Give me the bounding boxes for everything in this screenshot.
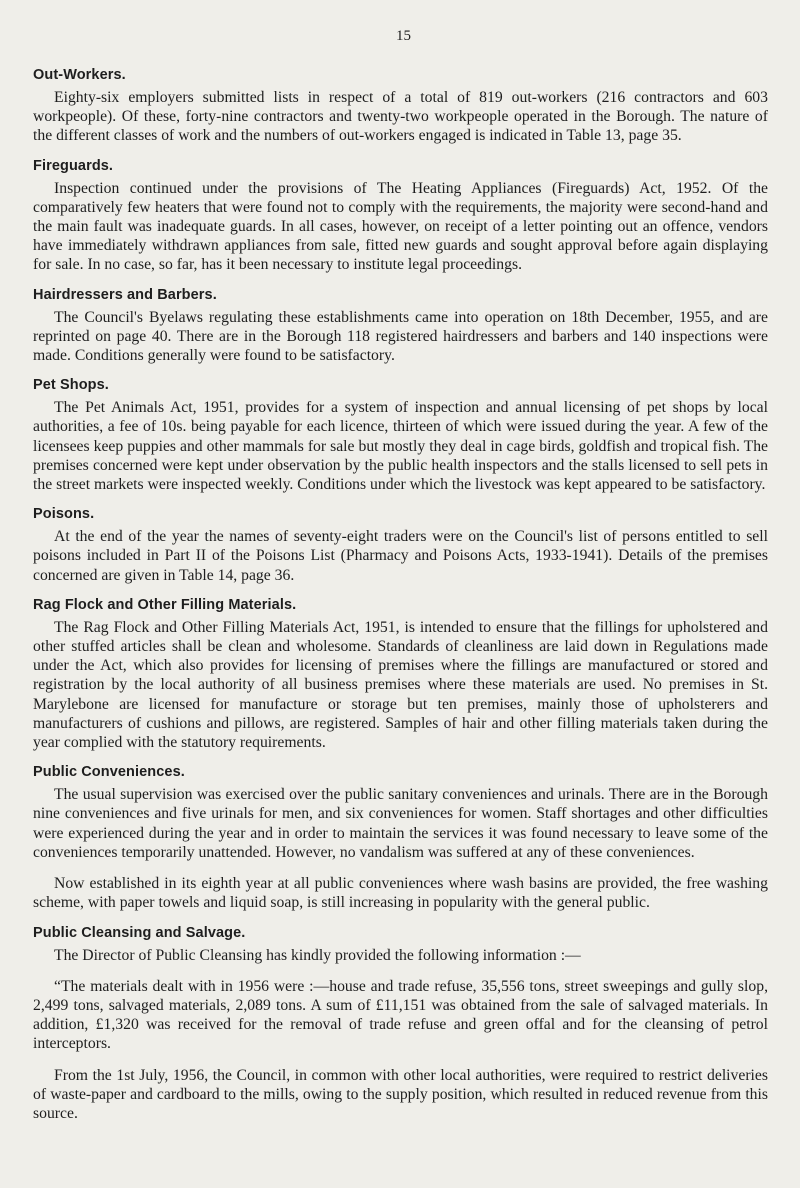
section-out-workers	[33, 67, 768, 146]
section-public-conveniences	[33, 764, 768, 912]
section-heading: Pet Shops.	[33, 377, 109, 394]
section-fireguards	[33, 158, 768, 275]
paragraph: Inspection continued under the provisions of The Heating Appliances (Fireguards) Act, 1952. Of the comparatively few heaters that were found not to comply with the requirements, the majority were second-hand and the main fault was inadequate guards. In all cases, however, on receipt of a letter pointing out an offence, vendors have immediately withdrawn appliances from sale, fitted new guards and sought approval before again displaying for sale. In no case, so far, has it been necessary to institute legal proceedings.	[33, 179, 768, 274]
section-hairdressers-barbers	[33, 287, 768, 366]
paragraph: The usual supervision was exercised over the public sanitary conveniences and urinals. There are in the Borough nine conveniences and five urinals for men, and six conveniences for women. Staff shortages and other difficulties were experienced during the year and in order to maintain the services it was found necessary to leave some of the conveniences temporarily unattended. However, no vandalism was suffered at any of these conveniences.	[33, 786, 768, 861]
page-number: 15	[396, 28, 411, 44]
paragraph: The Director of Public Cleansing has kindly provided the following information :—	[54, 946, 581, 964]
section-pet-shops	[33, 377, 768, 494]
paragraph: The Rag Flock and Other Filling Materials Act, 1951, is intended to ensure that the fillings for upholstered and other stuffed articles shall be clean and wholesome. Standards of cleanliness are laid down in Regulations made under the Act, which also provides for licensing of premises where the fillings are manufactured or stored and registration by the local authority of all business premises where these materials are used. No premises in St. Marylebone are licensed for manufacture or storage but ten premises, mainly those of upholsterers and manufacturers of cushions and pillows, are registered. Samples of hair and other filling materials taken during the year complied with the statutory requirements.	[33, 618, 768, 752]
section-heading: Fireguards.	[33, 157, 114, 174]
section-heading: Hairdressers and Barbers.	[33, 286, 217, 303]
section-heading: Poisons.	[33, 506, 95, 523]
section-heading: Out-Workers.	[33, 67, 126, 83]
section-heading: Public Conveniences.	[33, 764, 185, 781]
paragraph: The Council's Byelaws regulating these establishments came into operation on 18th December, 1955, and are reprinted on page 40. There are in the Borough 118 registered hairdressers and barbers and 140 inspections were made. Conditions generally were found to be satisfactory.	[33, 308, 768, 365]
section-heading: Rag Flock and Other Filling Materials.	[33, 596, 297, 613]
paragraph: At the end of the year the names of seventy-eight traders were on the Council's list of persons entitled to sell poisons included in Part II of the Poisons List (Pharmacy and Poisons Acts, 1933-1941). Details of the premises concerned are given in Table 14, page 36.	[33, 528, 768, 584]
quoted-paragraph: “The materials dealt with in 1956 were :—house and trade refuse, 35,556 tons, street sweepings and gully slop, 2,499 tons, salvaged materials, 2,089 tons. A sum of £11,151 was obtained from the sale of salvaged materials. In addition, £1,320 was received for the removal of trade refuse and green offal and for the cleansing of petrol interceptors.	[33, 977, 768, 1053]
section-poisons	[33, 506, 768, 585]
section-public-cleansing-salvage	[33, 925, 768, 1124]
paragraph: The Pet Animals Act, 1951, provides for a system of inspection and annual licensing of pet shops by local authorities, a fee of 10s. being payable for each licence, thirteen of which were issued during the year. A few of the licensees keep puppies and other mammals for sale but mostly they deal in cage birds, goldfish and tropical fish. The premises concerned were kept under observation by the public health inspectors and the stalls licensed to sell pets in the street markets were inspected weekly. Conditions under which the livestock was kept appeared to be satisfactory.	[33, 399, 768, 494]
paragraph: From the 1st July, 1956, the Council, in common with other local authorities, were required to restrict deliveries of waste-paper and cardboard to the mills, owing to the supply position, which resulted in reduced revenue from this source.	[33, 1066, 768, 1122]
section-heading: Public Cleansing and Salvage.	[33, 924, 246, 941]
paragraph: Now established in its eighth year at all public conveniences where wash basins are provided, the free washing scheme, with paper towels and liquid soap, is still increasing in popularity with the general public.	[33, 875, 768, 912]
paragraph: Eighty-six employers submitted lists in respect of a total of 819 out-workers (216 contractors and 603 workpeople). Of these, forty-nine contractors and twenty-two workpeople operated in the Borough. The nature of the different classes of work and the numbers of out-workers engaged is indicated in Table 13, page 35.	[33, 89, 768, 145]
section-rag-flock	[33, 597, 768, 752]
